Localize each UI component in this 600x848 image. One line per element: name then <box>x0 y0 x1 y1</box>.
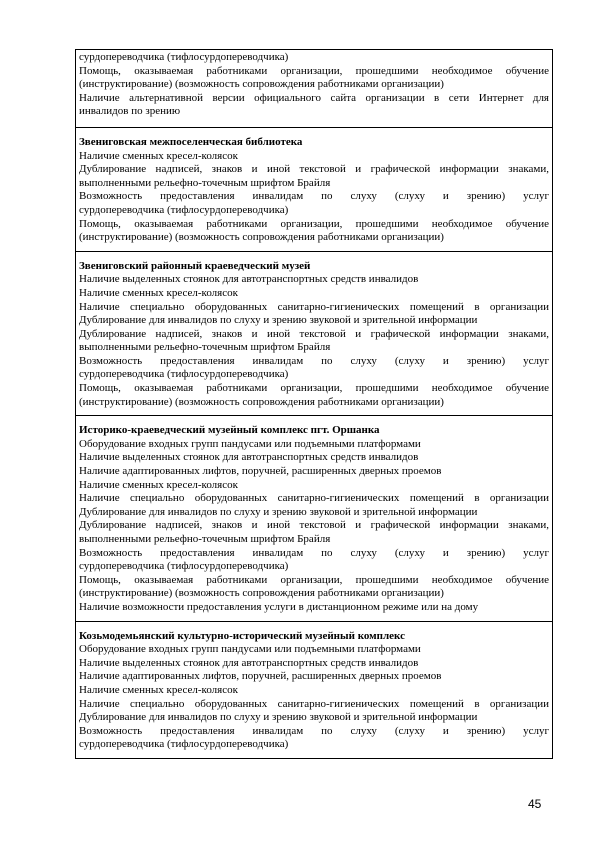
criterion-line: Наличие выделенных стоянок для автотранспортных средств инвалидов <box>79 273 419 286</box>
criterion-line: Дублирование надписей, знаков и иной текстовой и графической информации знаками, <box>79 519 549 532</box>
criterion-line: выполненными рельефно-точечным шрифтом Брайля <box>79 533 331 545</box>
criterion-line: Дублирование надписей, знаков и иной текстовой и графической информации знаками, <box>79 327 549 340</box>
criterion-line: Дублирование для инвалидов по слуху и зрению звуковой и зрительной информации <box>79 711 478 724</box>
criterion-line: Наличие специально оборудованных санитарно-гигиенических помещений в организации <box>79 300 549 313</box>
criterion-line: Наличие сменных кресел-колясок <box>79 149 238 162</box>
criterion-line: сурдопереводчика (тифлосурдопереводчика) <box>79 203 289 216</box>
criterion-line: (инструктирование) (возможность сопровождения работниками организации) <box>79 587 444 600</box>
criterion-line: Дублирование для инвалидов по слуху и зрению звуковой и зрительной информации <box>79 505 478 518</box>
criterion-line: Возможность предоставления инвалидам по слуху (слуху и зрению) услуг <box>79 546 549 559</box>
criterion-line: сурдопереводчика (тифлосурдопереводчика) <box>79 560 289 573</box>
criterion-line: сурдопереводчика (тифлосурдопереводчика) <box>79 738 289 751</box>
criterion-line: Дублирование надписей, знаков и иной текстовой и графической информации знаками, <box>79 163 549 176</box>
criterion-line: Помощь, оказываемая работниками организации, прошедшими необходимое обучение <box>79 382 549 395</box>
table-cell <box>76 622 552 759</box>
page-number: 45 <box>528 797 542 811</box>
criterion-line: Помощь, оказываемая работниками организации, прошедшими необходимое обучение <box>79 217 549 230</box>
criterion-line: Помощь, оказываемая работниками организации, прошедшими необходимое обучение <box>79 64 549 77</box>
criterion-line: Дублирование для инвалидов по слуху и зрению звуковой и зрительной информации <box>79 314 478 327</box>
criterion-line: сурдопереводчика (тифлосурдопереводчика) <box>79 51 289 63</box>
criterion-line: (инструктирование) (возможность сопровождения работниками организации) <box>79 395 444 408</box>
criterion-line: Оборудование входных групп пандусами или подъемными платформами <box>79 437 421 450</box>
criterion-line: Наличие сменных кресел-колясок <box>79 683 238 696</box>
criterion-line: Помощь, оказываемая работниками организации, прошедшими необходимое обучение <box>79 573 549 586</box>
criterion-line: Наличие сменных кресел-колясок <box>79 286 238 299</box>
criterion-line: Возможность предоставления инвалидам по слуху (слуху и зрению) услуг <box>79 190 549 203</box>
criterion-line: (инструктирование) (возможность сопровождения работниками организации) <box>79 231 444 244</box>
table-cell <box>76 128 552 252</box>
table-cell <box>76 416 552 621</box>
organization-heading: Историко-краеведческий музейный комплекс пгт. Оршанка <box>79 424 380 437</box>
criterion-line: Наличие специально оборудованных санитарно-гигиенических помещений в организации <box>79 697 549 710</box>
criterion-line: Возможность предоставления инвалидам по слуху (слуху и зрению) услуг <box>79 724 549 737</box>
criterion-line: Наличие альтернативной версии официального сайта организации в сети Интернет для <box>79 91 549 104</box>
criterion-line: выполненными рельефно-точечным шрифтом Брайля <box>79 341 331 354</box>
criterion-line: Наличие выделенных стоянок для автотранспортных средств инвалидов <box>79 451 419 464</box>
table-cell <box>76 252 552 417</box>
criterion-line: Возможность предоставления инвалидам по слуху (слуху и зрению) услуг <box>79 354 549 367</box>
organization-heading: Козьмодемьянский культурно-исторический музейный комплекс <box>79 629 406 642</box>
criterion-line: Наличие выделенных стоянок для автотранспортных средств инвалидов <box>79 656 419 669</box>
criterion-line: Наличие специально оборудованных санитарно-гигиенических помещений в организации <box>79 492 549 505</box>
criterion-line: Оборудование входных групп пандусами или подъемными платформами <box>79 643 421 656</box>
criterion-line: Наличие сменных кресел-колясок <box>79 478 238 491</box>
table-cell <box>76 50 552 128</box>
organization-heading: Звениговская межпоселенческая библиотека <box>79 135 303 148</box>
criterion-line: Наличие возможности предоставления услуги в дистанционном режиме или на дому <box>79 600 479 613</box>
criterion-line: (инструктирование) (возможность сопровождения работниками организации) <box>79 78 444 91</box>
criterion-line: инвалидов по зрению <box>79 105 181 118</box>
criterion-line: Наличие адаптированных лифтов, поручней, расширенных дверных проемов <box>79 465 442 478</box>
criterion-line: сурдопереводчика (тифлосурдопереводчика) <box>79 368 289 381</box>
criterion-line: выполненными рельефно-точечным шрифтом Брайля <box>79 176 331 189</box>
organization-heading: Звениговский районный краеведческий музей <box>79 259 311 272</box>
criterion-line: Наличие адаптированных лифтов, поручней, расширенных дверных проемов <box>79 670 442 683</box>
accessibility-table <box>75 49 553 759</box>
